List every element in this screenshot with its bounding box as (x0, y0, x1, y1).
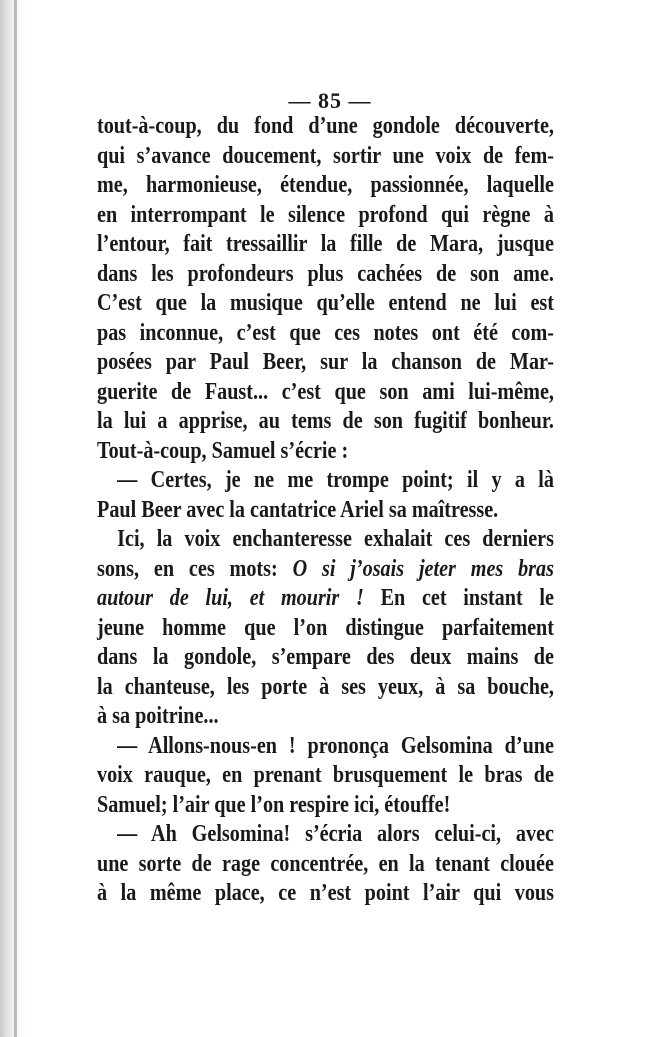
text-line-25: — Ah Gelsomina! s’écria alors celui-ci, avec (117, 821, 554, 847)
text-line-22: — Allons-nous-en ! prononça Gelsomina d’une (117, 732, 554, 759)
text-line-18: jeune homme que l’on distingue parfaitement (97, 614, 554, 641)
text-line-16-italic: O si j’osais jeter mes bras (292, 555, 554, 582)
page-binding-line (14, 0, 17, 1037)
text-line-13: — Certes, je ne me trompe point; il y a là (117, 467, 554, 493)
text-line-27: à la même place, ce n’est point l’air qui vous (97, 880, 554, 906)
text-line-14: Paul Beer avec la cantatrice Ariel sa maîtresse. (97, 496, 499, 523)
text-line-5: l’entour, fait tressaillir la fille de Mara, jusque (97, 231, 554, 257)
text-line-8: pas inconnue, c’est que ces notes ont été com- (97, 319, 554, 346)
text-line-11: la lui a apprise, au tems de son fugitif bonheur. (97, 408, 554, 434)
text-line-1: tout-à-coup, du fond d’une gondole découverte, (97, 113, 554, 139)
text-line-9: posées par Paul Beer, sur la chanson de Mar- (97, 349, 554, 375)
page-body-text (97, 112, 554, 909)
text-line-4: en interrompant le silence profond qui règne à (97, 201, 554, 228)
text-line-12: Tout-à-coup, Samuel s’écrie : (97, 437, 349, 464)
text-line-17-end: En cet instant le (380, 585, 554, 611)
text-line-6: dans les profondeurs plus cachées de son ame. (97, 260, 554, 287)
text-line-20: la chanteuse, les porte à ses yeux, à sa bouche, (97, 673, 554, 700)
text-line-16 (97, 555, 554, 585)
text-line-24: Samuel; l’air que l’on respire ici, étouffe! (97, 791, 451, 818)
text-line-23: voix rauque, en prenant brusquement le bras de (97, 762, 554, 788)
text-line-21: à sa poitrine... (97, 703, 219, 729)
text-line-3: me, harmonieuse, étendue, passionnée, laquelle (97, 172, 554, 198)
text-line-19: dans la gondole, s’empare des deux mains de (97, 644, 554, 670)
text-line-26: une sorte de rage concentrée, en la tenant clouée (97, 850, 554, 877)
text-line-2: qui s’avance doucement, sortir une voix de fem- (97, 142, 554, 169)
page-number: — 85 — (288, 88, 372, 113)
text-line-7: C’est que la musique qu’elle entend ne lui est (97, 290, 554, 316)
text-line-16-start: sons, en ces mots: (97, 555, 278, 582)
text-line-17 (97, 584, 554, 614)
text-line-15: Ici, la voix enchanteresse exhalait ces derniers (117, 526, 554, 552)
text-line-17-italic: autour de lui, et mourir ! (97, 585, 364, 611)
text-line-10: guerite de Faust... c’est que son ami lui-même, (97, 378, 554, 405)
page-edge-shadow (0, 0, 26, 1037)
